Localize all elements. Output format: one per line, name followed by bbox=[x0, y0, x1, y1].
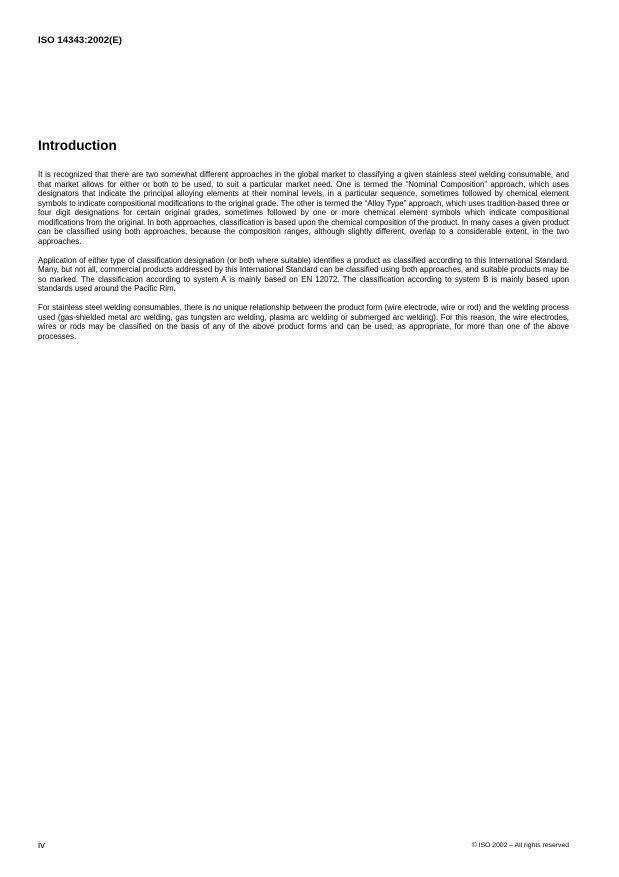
page-number: iv bbox=[38, 840, 45, 851]
copyright-notice: © ISO 2002 – All rights reserved bbox=[471, 842, 569, 849]
document-header: ISO 14343:2002(E) bbox=[38, 35, 123, 46]
paragraph-classification-designation: Application of either type of classification designation (or both where suitable) identifies a product as classified according to this International Standard. Many, but not all, commercial products addressed by this International Standard can be classified using both approaches, and suitable products may be so marked. The classification according to system A is mainly based on EN 12072. The classification according to system B is mainly based upon standards used around the Pacific Rim. bbox=[38, 255, 569, 293]
section-title: Introduction bbox=[38, 138, 117, 153]
introduction-body bbox=[38, 170, 569, 351]
paragraph-product-form: For stainless steel welding consumables, there is no unique relationship between the product form (wire electrode, wire or rod) and the welding process used (gas-shielded metal arc welding, gas tungsten arc welding, plasma arc welding or submerged arc welding). For this reason, the wire electrodes, wires or rods may be classified on the basis of any of the above product forms and can be used, as appropriate, for more than one of the above processes. bbox=[38, 303, 569, 341]
paragraph-approaches: It is recognized that there are two somewhat different approaches in the global market to classifying a given stainless steel welding consumable, and that market allows for either or both to be used, to suit a particular market need. One is termed the “Nominal Composition” approach, which uses designators that indicate the principal alloying elements at their nominal levels, in a particular sequence, sometimes followed by chemical element symbols to indicate compositional modifications to the original grade. The other is termed the “Alloy Type” approach, which uses tradition-based three or four digit designations for certain original grades, sometimes followed by one or more chemical element symbols which indicate compositional modifications from the original. In both approaches, classification is based upon the chemical composition of the product. In many cases a given product can be classified using both approaches, because the composition ranges, although slightly different, overlap to a considerable extent, in the two approaches. bbox=[38, 170, 569, 246]
